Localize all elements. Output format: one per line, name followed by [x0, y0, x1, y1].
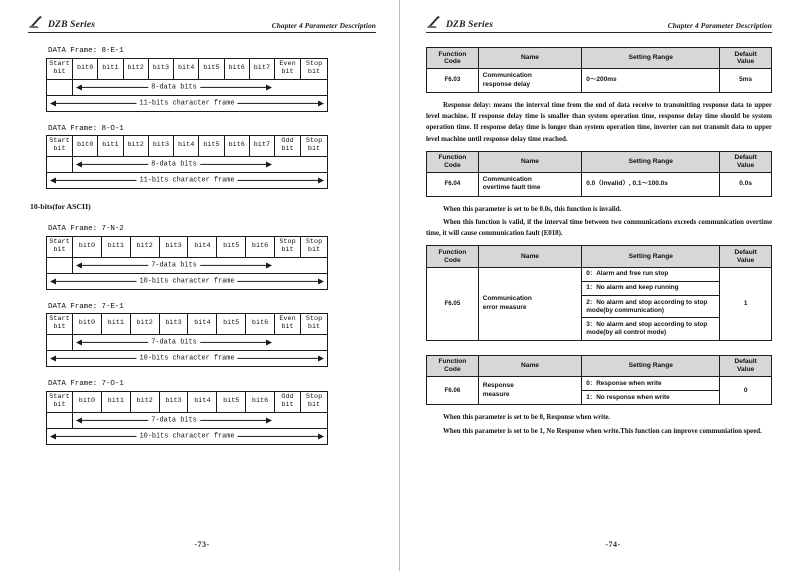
- start-bit-line1: Start: [49, 237, 70, 246]
- company-logo-icon: [426, 16, 441, 30]
- cell-option: 3：No alarm and stop according to stop mode(by all control mode): [582, 318, 720, 340]
- header-default-value: Default Value: [720, 355, 772, 376]
- parameter-table-f603: [426, 47, 772, 93]
- table-header-row: [427, 355, 772, 376]
- header-default-value: Default Value: [720, 48, 772, 69]
- diagram-title: DATA Frame: 7-O-1: [48, 380, 124, 388]
- measure-pad: [47, 80, 73, 95]
- measure-pad: [275, 335, 327, 350]
- measure-pad: [47, 157, 73, 172]
- double-arrow-icon: [50, 354, 324, 363]
- character-frame-span: [47, 96, 327, 111]
- data-bit-cell: bit7: [250, 59, 275, 79]
- start-bit-line2: bit: [53, 145, 66, 153]
- cell-option: 0：Response when write: [582, 377, 720, 391]
- stop-bit-line2: bit: [307, 67, 321, 76]
- bit-row: [47, 392, 327, 412]
- page-right: [400, 0, 800, 571]
- table-header-row: [427, 151, 772, 172]
- data-bit-cell: bit1: [102, 314, 131, 334]
- frame-diagram: [46, 225, 328, 290]
- frame-diagram: [46, 303, 328, 368]
- paragraph-response-delay: Response delay: means the interval time from the end of data receive to transmitting response data to upper level machine. If response delay time is smaller than system operation time, response delay time should be system operation time. If response delay time is longer than system operation time, inverter can not transmit data to upper level machine until response delay time reached.: [426, 102, 772, 143]
- chapter-title: Chapter 4 Parameter Description: [271, 20, 376, 30]
- start-bit-cell: [47, 314, 73, 334]
- stop-bit-line2: bit: [307, 145, 321, 153]
- cell-name: Communication overtime fault time: [478, 173, 582, 197]
- header-brand-group: [426, 16, 493, 30]
- data-bit-cell: bit3: [160, 314, 189, 334]
- character-frame-caption: 10-bits character frame: [136, 355, 237, 363]
- parameter-table-f604: [426, 151, 772, 197]
- data-bits-span: [73, 157, 275, 172]
- cell-function-code: F6.05: [427, 267, 479, 340]
- cell-function-code: F6.04: [427, 173, 479, 197]
- data-bit-cell: bit5: [199, 136, 224, 156]
- data-bit-cell: bit2: [131, 314, 160, 334]
- stop-bit-line2: bit: [307, 400, 321, 409]
- start-bit-line1: Start: [49, 315, 70, 324]
- measure-pad: [275, 258, 327, 273]
- data-bit-cell: bit6: [225, 59, 250, 79]
- data-bit-cell: bit3: [149, 59, 174, 79]
- bit-row: [47, 59, 327, 79]
- cell-default-value: 1: [720, 267, 772, 340]
- header-setting-range: Setting Range: [582, 355, 720, 376]
- table-row: [427, 173, 772, 197]
- diagram-title: DATA Frame: 8-O-1: [48, 124, 124, 133]
- spacer: [426, 348, 772, 355]
- header-setting-range: Setting Range: [582, 151, 720, 172]
- start-bit-line1: Start: [49, 137, 70, 146]
- cell-setting-range: 0～200ms: [582, 69, 720, 93]
- character-frame-measure-row: [47, 428, 327, 444]
- parity-bit-cell: [275, 136, 301, 156]
- data-bit-cell: bit5: [217, 392, 246, 412]
- stop-bit-cell: [301, 59, 327, 79]
- table-row: [427, 267, 772, 281]
- table-row: [427, 69, 772, 93]
- double-arrow-icon: [50, 176, 324, 185]
- data-bit-cell: bit0: [73, 237, 102, 257]
- data-bit-cell: bit0: [73, 136, 98, 156]
- data-bit-cell: bit4: [174, 59, 199, 79]
- measure-pad: [47, 335, 73, 350]
- table-header-row: [427, 246, 772, 267]
- brand-name: DZB Series: [48, 20, 96, 30]
- double-arrow-icon: [76, 416, 272, 425]
- data-bits-measure-row: [47, 257, 327, 273]
- data-bit-cell: bit0: [73, 59, 98, 79]
- character-frame-span: [47, 429, 327, 444]
- chapter-title: Chapter 4 Parameter Description: [667, 20, 772, 30]
- double-arrow-icon: [50, 99, 324, 108]
- frame-box: [46, 58, 328, 112]
- page-header-left: [28, 10, 376, 33]
- cell-function-code: F6.03: [427, 69, 479, 93]
- data-bit-cell: bit0: [73, 314, 102, 334]
- data-bit-cell: bit5: [199, 59, 224, 79]
- data-bit-cell: bit6: [246, 237, 275, 257]
- header-function-code: Function Code: [427, 246, 479, 267]
- measure-pad: [275, 413, 327, 428]
- data-bits-caption: 7-data bits: [148, 339, 200, 347]
- header-setting-range: Setting Range: [582, 246, 720, 267]
- data-bit-cell: bit3: [149, 136, 174, 156]
- table-row: [427, 377, 772, 391]
- parity-bit-line2: bit: [281, 323, 294, 331]
- bit-row: [47, 314, 327, 334]
- parity-bit-line1: Odd: [281, 137, 294, 146]
- header-brand-group: [28, 16, 95, 30]
- cell-option: 0：Alarm and free run stop: [582, 267, 720, 281]
- stop-bit-cell: [301, 136, 327, 156]
- frame-box: [46, 391, 328, 445]
- stop-bit-cell: [301, 392, 327, 412]
- data-bit-cell: bit3: [160, 237, 189, 257]
- paragraph-invalid-note: When this parameter is set to be 0.0s, this function is invalid.: [443, 205, 622, 213]
- brand-name: DZB Series: [446, 20, 494, 30]
- stop-bit-line1: Stop: [305, 315, 323, 324]
- stop-bit-line2: bit: [307, 245, 321, 254]
- parity-bit-line1: Even: [279, 59, 296, 68]
- company-logo-icon: [28, 16, 43, 30]
- data-bits-measure-row: [47, 334, 327, 350]
- data-bits-caption: 7-data bits: [148, 416, 200, 424]
- character-frame-span: [47, 351, 327, 366]
- page-number-left: -73-: [194, 540, 210, 549]
- double-arrow-icon: [50, 277, 324, 286]
- paragraph-overtime-note: When this function is valid, if the interval time between two communications exceeds communication overtime time, it will cause communication fault (E018).: [426, 219, 772, 238]
- parameter-table-f606: [426, 355, 772, 406]
- header-function-code: Function Code: [427, 151, 479, 172]
- character-frame-caption: 11-bits character frame: [136, 177, 237, 185]
- character-frame-measure-row: [47, 273, 327, 289]
- data-bit-cell: bit3: [160, 392, 189, 412]
- double-arrow-icon: [76, 83, 272, 92]
- diagram-title: DATA Frame: 7-N-2: [48, 225, 124, 233]
- parity-bit-cell: [275, 392, 301, 412]
- character-frame-span: [47, 173, 327, 188]
- cell-name: Response measure: [478, 377, 582, 405]
- cell-name: Communication error measure: [478, 267, 582, 340]
- measure-pad: [47, 413, 73, 428]
- header-function-code: Function Code: [427, 355, 479, 376]
- data-bit-cell: bit5: [217, 237, 246, 257]
- frame-box: [46, 135, 328, 189]
- page-number-right: -74-: [605, 540, 621, 549]
- data-bits-measure-row: [47, 412, 327, 428]
- measure-pad: [275, 157, 327, 172]
- data-bit-cell: bit1: [98, 136, 123, 156]
- start-bit-cell: [47, 59, 73, 79]
- stop-bit-line1: Stop: [305, 59, 323, 68]
- paragraph-no-response-write: When this parameter is set to be 1, No Response when write.This function can improve communiation speed.: [443, 427, 762, 435]
- frame-diagram: [46, 125, 328, 190]
- character-frame-measure-row: [47, 95, 327, 111]
- start-bit-line1: Start: [49, 59, 70, 68]
- header-name: Name: [478, 355, 582, 376]
- header-function-code: Function Code: [427, 48, 479, 69]
- stop-bit-line2: bit: [307, 323, 321, 331]
- parity-bit-line1: Odd: [281, 392, 294, 401]
- data-bits-measure-row: [47, 156, 327, 172]
- data-bits-span: [73, 335, 275, 350]
- parity-bit-cell: [275, 314, 301, 334]
- header-name: Name: [478, 151, 582, 172]
- data-bits-span: [73, 258, 275, 273]
- diagram-title: DATA Frame: 8-E-1: [48, 47, 124, 55]
- character-frame-caption: 10-bits character frame: [136, 277, 237, 285]
- data-bit-cell: bit2: [131, 392, 160, 412]
- character-frame-span: [47, 274, 327, 289]
- double-arrow-icon: [76, 338, 272, 347]
- cell-option: 1：No alarm and keep running: [582, 281, 720, 295]
- frame-diagram: [46, 380, 328, 445]
- start-bit-line2: bit: [53, 400, 66, 409]
- data-bit-cell: bit4: [174, 136, 199, 156]
- stop-bit-line1: Stop: [305, 237, 323, 246]
- data-bit-cell: bit0: [73, 392, 102, 412]
- header-setting-range: Setting Range: [582, 48, 720, 69]
- data-bits-span: [73, 413, 275, 428]
- header-default-value: Default Value: [720, 151, 772, 172]
- parity-bit-line1: Even: [279, 315, 296, 324]
- data-bit-cell: bit1: [102, 392, 131, 412]
- parity-bit-cell: [275, 59, 301, 79]
- start-bit-line1: Start: [49, 392, 70, 401]
- cell-default-value: 5ms: [720, 69, 772, 93]
- cell-option: 2：No alarm and stop according to stop mode(by communication): [582, 296, 720, 318]
- double-arrow-icon: [76, 261, 272, 270]
- data-bit-cell: bit2: [131, 237, 160, 257]
- cell-default-value: 0: [720, 377, 772, 405]
- cell-function-code: F6.06: [427, 377, 479, 405]
- header-default-value: Default Value: [720, 246, 772, 267]
- parity-bit-line2: bit: [281, 145, 294, 153]
- stop-bit-line1: Stop: [305, 137, 323, 146]
- data-bit-cell: bit6: [246, 314, 275, 334]
- stop-bit-cell: [301, 314, 327, 334]
- diagram-title: DATA Frame: 7-E-1: [48, 302, 124, 311]
- frame-box: [46, 236, 328, 290]
- parity-bit-line2: bit: [281, 400, 294, 409]
- start-bit-cell: [47, 237, 73, 257]
- stop-bit-cell: [301, 237, 327, 257]
- stop-bit-line1: Stop: [279, 237, 296, 246]
- character-frame-caption: 11-bits character frame: [136, 99, 237, 107]
- double-arrow-icon: [76, 160, 272, 169]
- character-frame-caption: 10-bits character frame: [136, 432, 237, 440]
- data-bits-measure-row: [47, 79, 327, 95]
- cell-name: Communication response delay: [478, 69, 582, 93]
- start-bit-line2: bit: [53, 245, 66, 254]
- parameter-table-f605: [426, 245, 772, 340]
- stop-bit-line1: Stop: [305, 392, 323, 401]
- stop-bit-cell: [275, 237, 301, 257]
- data-bits-caption: 7-data bits: [148, 261, 200, 269]
- measure-pad: [47, 258, 73, 273]
- header-name: Name: [478, 48, 582, 69]
- data-bit-cell: bit4: [188, 392, 217, 412]
- cell-option: 1：No response when write: [582, 391, 720, 405]
- ascii-note: 10-bits(for ASCII): [30, 202, 91, 211]
- data-bit-cell: bit4: [188, 237, 217, 257]
- frame-box: [46, 313, 328, 367]
- start-bit-line2: bit: [53, 323, 66, 331]
- header-name: Name: [478, 246, 582, 267]
- data-bits-caption: 8-data bits: [148, 161, 200, 169]
- measure-pad: [275, 80, 327, 95]
- data-bit-cell: bit4: [188, 314, 217, 334]
- data-bit-cell: bit1: [102, 237, 131, 257]
- data-bit-cell: bit2: [124, 136, 149, 156]
- frame-diagram: [46, 47, 328, 112]
- character-frame-measure-row: [47, 172, 327, 188]
- cell-default-value: 0.0s: [720, 173, 772, 197]
- character-frame-measure-row: [47, 350, 327, 366]
- table-header-row: [427, 48, 772, 69]
- data-bits-caption: 8-data bits: [148, 83, 200, 91]
- start-bit-cell: [47, 392, 73, 412]
- paragraph-response-write: When this parameter is set to be 0, Response when write.: [443, 414, 611, 422]
- page-header-right: [426, 10, 772, 33]
- start-bit-line2: bit: [53, 67, 66, 76]
- cell-setting-range: 0.0（Invalid）, 0.1～100.0s: [582, 173, 720, 197]
- bit-row: [47, 136, 327, 156]
- parity-bit-line2: bit: [281, 67, 294, 76]
- stop-bit-line2: bit: [281, 245, 294, 254]
- start-bit-cell: [47, 136, 73, 156]
- data-bit-cell: bit6: [225, 136, 250, 156]
- bit-row: [47, 237, 327, 257]
- data-bit-cell: bit7: [250, 136, 275, 156]
- double-arrow-icon: [50, 432, 324, 441]
- data-bit-cell: bit5: [217, 314, 246, 334]
- data-bit-cell: bit2: [124, 59, 149, 79]
- data-bit-cell: bit6: [246, 392, 275, 412]
- data-bits-span: [73, 80, 275, 95]
- data-bit-cell: bit1: [98, 59, 123, 79]
